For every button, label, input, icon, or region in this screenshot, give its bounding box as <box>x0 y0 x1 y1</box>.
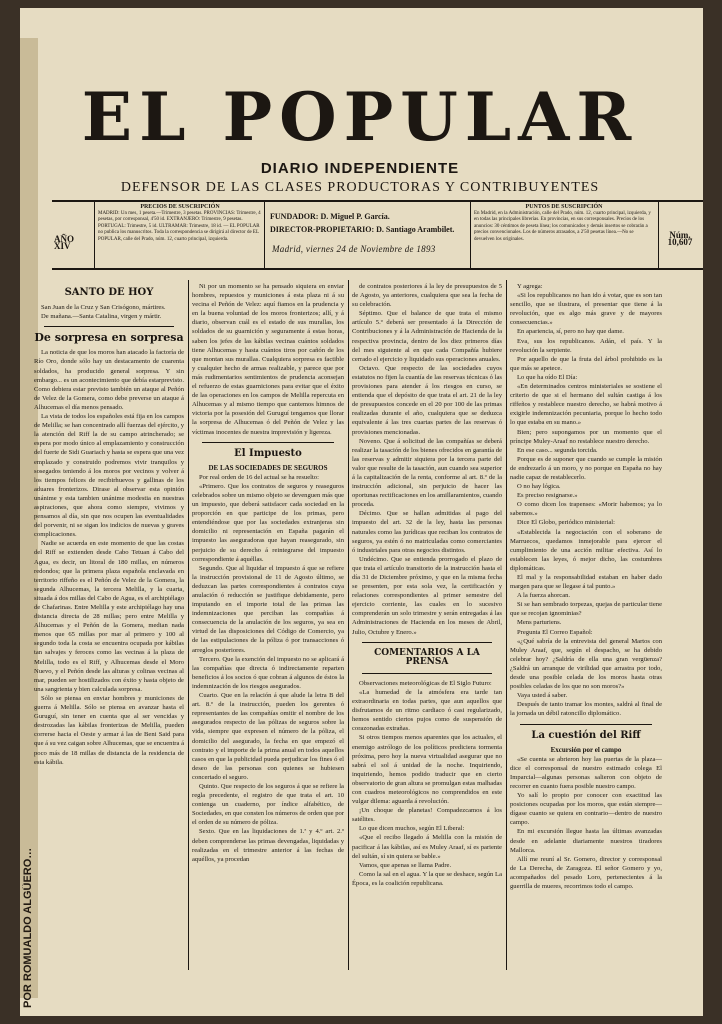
paragraph: Quinto. Que respecto de los seguros á que se refiere la regla precedente, el registro de que trata el art. 10 contenga un cuaderno, por índice alfabético, de Sociedades, en que consten los números de orden que por el orden de su número de póliza. <box>192 782 344 827</box>
paragraph: La noticia de que los moros han atacado la factoría de Río Oro, donde sólo hay un destacamento de cuarenta soldados, ha producido general sorpresa. Y sin embargo... es un acontecimiento que debía estarprevisto. Como debiera estar previsto también un ataque al Peñón de Velez de la Gomera, como debe preverse un ataque á Alhucemas el día menos pensado. <box>34 349 184 411</box>
paragraph: «La humedad de la atmósfera era tarde tan extraordinaria en todas partes, que aun aquellos que disfrutamos de un ritmo cardiaco ó casi regularizado, hemos sentido ciertos pujos como de suspensión de corazonadas extrañas. <box>352 688 502 733</box>
column-3 <box>352 282 502 972</box>
paragraph: Si se han sembrado torpezas, quejas de particular tiene que se recojan ignominias? <box>510 601 662 618</box>
santo-tomorrow: De mañana.—Santa Catalina, virgen y mártir. <box>41 313 162 321</box>
year-cell <box>52 202 92 268</box>
paragraph: Lo que ha oído El Día: <box>517 373 578 381</box>
paragraph: de contratos posteriores á la ley de presupuestos de 5 de Agosto, ya anteriores, cualquiera que sea la fecha de su celebración. <box>352 283 502 309</box>
dateline: Madrid, viernes 24 de Noviembre de 1893 <box>272 244 436 254</box>
prices-text: MADRID: Un mes, 1 peseta.—Trimestre, 3 pesetas. PROVINCIAS: Trimestre, 4 pesetas, por corresponsal, 4'50 id. EXTRANJERO: Trimestre, 9 pesetas. PORTUGAL: Trimestre, 5 id. ULTRAMAR: Trimestre, 18 id. — EL POPULAR no publica los manuscritos. Toda la correspondencia se dirigirá al director de EL POPULAR, calle del Prado, núm. 12, cuarto principal, izquierda. <box>98 210 261 242</box>
paragraph: Sólo se piensa en enviar hombres y municiones de guerra á Melilla. Sólo se piensa en avanzar hasta el Guruguí, sin tener en cuenta que al ser vencidas y destrozadas las kábilas fronterizas de Melilla, pueden correrse hacia el Oeste y armar á las de Beni Said para que á su vez caigan sobre Alhucemas, que se encuentra á poco más de 18 millas de distancia de la residencia de esta kábila. <box>34 694 184 766</box>
founder-line: FUNDADOR: D. Miguel P. García. <box>270 212 390 221</box>
paragraph: En mi excursión llegue hasta las últimas avanzadas desde en adelante diariamente nuestros tiradores Mallorca. <box>510 828 662 854</box>
paragraph: Vamos, que apenas se llama Padre. <box>359 861 452 869</box>
paragraph: Noveno. Que á solicitud de las compañías se deberá realizar la tasación de los bienes ofrecidos en garantía de las reservas y admitir siquiera por la tercera parte del valor que resulte de la tasación, aun cuando sea superior á la capitalización de la renta, conforme al art. 8.º de la instrucción adicional, sin perjuicio de hacer las oportunas rectificaciones en los amillaramientos, cuando proceda. <box>352 437 502 509</box>
paragraph: «¿Qué sabría de la entrevista del general Martos con Muley Araaf, que, según el despacho, se ha debido celebrar hoy? ¿Saldría de ella una gran vergüenza? ¿Saldrá un arranque de virilidad que arrastra por todo, desde una posible celada de los moros hasta otras posibles celadas de los que no son moros?» <box>510 637 662 691</box>
impuesto-title: El Impuesto <box>234 447 302 459</box>
paragraph: «Establecida la negociación con el soberano de Marruecos, quedamos inmejorable para ejercer el cumplimiento de una acción militar efectiva. Así lo establecen las leyes, ó mejor dicho, las costumbres diplomáticas. <box>510 528 662 572</box>
paragraph: Yo salí lo propio por conocer con exactitud las posiciones ocupadas por los moros, que están siempre—dígase cuanto se quiera en contrario—dentro de nuestro campo. <box>510 792 662 827</box>
paragraph: «En determinados centros ministeriales se sostiene el criterio de que si el hermano del sultán castiga á los riffeños y restablece nuestro derecho, se habrá motivo á exigirle indemnización pecuniaria, porque lo hecho todo lo que estaba en su mano.» <box>510 383 662 427</box>
paragraph: Segundo. Que al liquidar el impuesto á que se refiere la instrucción provisional de 11 de Agosto último, se deduzcan las partes correspondientes á contratos cuya anulación ó reducción se justifique debidamente, pero imputando en el importe total de las primas las indemnizaciones que perciban las compañías á consecuencia de la anulación de los seguros, ya sea en virtud de las disposiciones del Código de Comercio, ya de las estipulaciones de la póliza ó por transacciones ó arreglos posteriores. <box>192 564 344 654</box>
subscription-points <box>474 202 654 268</box>
paragraph: Como la sal en el agua. Y la que se deshace, según La Época, es la coalición republicana. <box>352 870 502 887</box>
paragraph: Por real orden de 16 del actual se ha resuelto: <box>199 473 319 481</box>
paragraph: Dice El Globo, periódico ministerial: <box>517 519 615 527</box>
paragraph: Y agrega: <box>517 283 543 290</box>
paragraph: A la fuerza ahorcan. <box>517 592 571 600</box>
santo-heading: SANTO DE HOY <box>64 287 154 298</box>
paragraph: «Primero. Que los contratos de seguros y reaseguros celebrados sobre un mismo objeto se devenguen más que un impuesto, que deberá satisfacer cada sociedad en la proporción en que participe de los primas, pero entendiéndose que por las sociedades extranjeras sin domicilio ni representación en España pagarán el impuesto las aseguradoras que hayan reasegurado, sin perjuicio de su derecho á reintegrarse del impuesto correspondiente á aquéllas. <box>192 482 344 563</box>
column-1 <box>34 282 184 972</box>
paragraph: O no hay lógica. <box>517 483 561 491</box>
prices-heading: PRECIOS DE SUSCRIPCIÓN <box>140 204 220 210</box>
paragraph: Décimo. Que se hallan admitidas al pago del impuesto del art. 32 de la ley, hasta las personas naturales como las jurídicas que reciban los contratos de seguros, ya estén ó no matriculadas como comerciantes ó industriales para otras negocios distintos. <box>352 510 502 554</box>
column-2 <box>192 282 344 972</box>
masthead-tagline: DEFENSOR DE LAS CLASES PRODUCTORAS Y CONTRIBUYENTES <box>120 180 600 195</box>
paragraph: El mal y la responsabilidad estaban en haber dado margen para que se llegase á tal punto.» <box>510 574 662 591</box>
column-4 <box>510 282 662 972</box>
issue-number: Núm. 10,607 <box>667 230 693 247</box>
column-rule <box>188 280 189 970</box>
paragraph: Cuarto. Que en la relación á que alude la letra B del art. 8.º de la instrucción, pueden los gerentes ó representantes de las compañías omitir el nombre de los asegurados respecto de las pólizas de seguros sobre la vida, siempre que expresen el número de la póliza, el domicilio del asegurado, la fecha en que empezó el contrato y el importe de la prima anual en todos aquellos casos en que la publicidad pueda perjudicar los fines ó el deseo de las personas con quienes se hubiesen concertado el seguro. <box>192 692 344 781</box>
subscription-prices <box>98 202 262 268</box>
riff-subtitle: Excursión por el campo <box>550 745 622 754</box>
column-rule <box>348 280 349 970</box>
paragraph: Allí me reuní al Sr. Gomero, director y corresponsal de La Derecha, de Zaragoza. El señor Gomero y yo, acompañados del pesado Loro, pertenecientes á la guerrilla de mueres, recorrimos todo el campo. <box>510 855 662 890</box>
edge-imprint: POR ROMUALDO ALGÜERO… <box>22 847 34 1008</box>
points-text: En Madrid, en la Administración, calle del Prado, núm. 12, cuarto principal, izquierda, y en todas las principales librerías. En provincias, en sus corresponsales. Precios de los anuncios: 30 céntimos de peseta línea; los comunicados y demás insertos se cobrarán a precios convencionales. Los de números atrasados, a 2'50 pesetas línea.—No se devuelven los originales. <box>474 210 651 242</box>
paragraph: Undécimo. Que se entienda prorrogado el plazo de que trata el artículo transitorio de la instrucción hasta el día 31 de Diciembre próximo, y que en la misma fecha se presenten, por esta sola vez, la certificación y relaciones correspondientes al primer semestre del ejercicio corriente, las cuales en lo sucesivo comprenderán un solo trimestre y serán entregadas á las Administraciones de Hacienda en los meses de Abril, Julio, Octubre y Enero.» <box>352 555 502 636</box>
paragraph: Séptimo. Que el balance de que trata el mismo artículo 5.º deberá ser presentado á la Dirección de Contribuciones y á la Administración de Hacienda de la respectiva provincia, dentro de los diez primeros días del mes siguiente al en que cada Compañía hubiere cerrado el ejercicio y liquidado sus operaciones anuales. <box>352 310 502 363</box>
paragraph: Si otros tiempos menos aparentes que los actuales, el enemigo astrólogo de los políticos prediciera tormenta próxima, pero hoy la nueva virtualidad asegurar que no sabrá el sol á unidad de la noche. Inquiriendo, inquiriendo, hemos podido traducir que en cierto observatorio de gran altura se promulgan estas malhadas con cuadros meteorológicos no comprendidos en este vulgar dilema: aguarda á revolución. <box>352 734 502 806</box>
paragraph: En ese caso... segunda torcida. <box>517 446 598 454</box>
paragraph: Observaciones meteorológicas de El Siglo Futuro: <box>359 679 492 687</box>
paragraph: Nadie se acuerda en este momento de que las costas del Riff se extienden desde Cabo Tetuan á Cabo del Agua, es decir, un litoral de 180 millas, en números redondos; que la primera plaza española enclavada en territorio riffeño es el Peñón de Velez de la Gomera, la segunda Alhucemas, la tercera Melilla, y la cuarta, situada á dos millas del Cabo de Agua, es el archipiélago de Chafarinas. Entre Melilla y este archipiélago hay una distancia directa de 28 millas; pero entre Melilla y Alhucemas y el Peñón de la Gomera, median nada menos que 65 millas por mar al primero y 100 al segundo toda la costa se encuentra ocupada por kábilas tan salvajes y feroces como las vecinas á la plaza de Melilla, todo es el Riff, y Alhucemas desde el Moro Nuevo, y el Peñón desde las alturas y colinas vecinas al mar, pueden ser hostilizados con éxito y hasta objeto de una sangrienta y bien calculada sorpresa. <box>34 540 184 693</box>
riff-title: La cuestión del Riff <box>531 729 641 741</box>
number-cell <box>660 202 703 268</box>
paragraph: Ni por un momento se ha pensado siquiera en enviar hombres, repuestos y municiones á esta plaza ni á su vecina el Peñón de Velez: aquí fiamos en la prudencia y en la buena voluntad de los moros fronterizos; allí, y á diario, observan cuál es el estado de sus murallas, los soldados de su guarnición y seguramente á estas horas, saben los jefes de las kábilas vecinas cuántos soldados tiene Alhucemas y hasta cuántos tiros por cañón de los que montan sus murallas. Cualquiera sorpresa es factible y cualquier hecho de armas realizable, y parece que por más rudimentarios sentimientos de prudencia aconsejan el refuerzo de estas guarniciones para evitar que el éxito de las operaciones en los campos de Melilla repercuta en Alhucemas y al mismo tiempo que cantemos himnos de victoria por la posesión del Guruguí tengamos que llorar la sorpresa de Alhucemas ó del Peñón de Velez y las víctimas inocentes de nuestra imprevisión y ligereza. <box>192 283 344 436</box>
info-band <box>52 200 703 270</box>
paragraph: «Se cuenta se abrieron hoy las puertas de la plaza—dice el corresponsal de nuestro estimado colega El Imparcial—algunas personas salieron con objeto de recorrer en cuanto fuera posible nuestro campo. <box>510 755 662 790</box>
paragraph: Octavo. Que respecto de las sociedades cuyos estatutos no fijen la cuantía de las reservas técnicas ó las provisiones para atender á los riesgos en curso, se entienda que el depósito de que trata el art. 21 de la ley de presupuestos concede en el 20 por 100 de las primas realizadas durante el año, cualquiera que se deduzca equivalente á las tres cuartas partes de las reservas ó provisiones mencionadas. <box>352 364 502 436</box>
paragraph: O como dicen los trapenses: «Morir habemos; ya lo sabemos.» <box>510 501 662 518</box>
paragraph: La vista de todos los españoles está fija en los campos de Melilla; se han concentrado allí fuerzas del ejército, y la atención del Riff la de su campo atrincherado; se espera por modo único al emplazamiento y construcción del fuerte de Sidi Guariach y hasta se espera que una vez emplazado y construido podremos vivir tranquilos y sosegados teniendo á los moros por vecinos y volver á los tiempos felices de recibirhuevos y gallinas de los aduares fronterizos. Dirase al observar esta opinión unánime y esta tambien unánime modestia en nuestras aspiraciones, que ahora como siempre, vivimos y pensamos al día, sin que nos ocupen las eventualidades del porvenir, ni se sigan los indicios de nuevas y graves complicaciones. <box>34 413 184 539</box>
paragraph: Tercero. Que la exención del impuesto no se aplicará á las compañías que directa ó indirectamente reparten beneficios á los socios ó que cobran á algunos de éstos la indemnización de los riesgos asegurados. <box>192 655 344 690</box>
staff-and-date <box>266 202 468 268</box>
paragraph: Lo que dicen muchos, según El Liberal: <box>359 825 465 833</box>
santo-text: San Juan de la Cruz y San Crisógono, mártires. <box>41 304 166 312</box>
paragraph: Después de tanto tramar los montes, saldrá al final de la jornada un débil ratoncillo diplomático. <box>510 701 662 718</box>
paragraph: Por aquello de que la fruta del árbol prohibido es la que más se apetece. <box>510 355 662 372</box>
paragraph: «Si los republicanos no han ido á votar, que es son tan sencillo, que se ilustrara, el presentar que tiene á la revolución, que es algo más grave y de mayores consecuencias.» <box>510 292 662 327</box>
comentarios-title: COMENTARIOS A LA PRENSA <box>374 647 480 667</box>
paragraph: ¡Un choque de planetas! Compadezcamos á los satélites. <box>352 807 502 824</box>
column-rule <box>506 280 507 970</box>
masthead-title: EL POPULAR <box>81 78 639 156</box>
paragraph: «Que el recibo llegado á Melilla con la misión de pacificar á las kábilas, así es Muley Araaf, sí es pariente del sultán, sí sin quiera se bable.» <box>352 834 502 860</box>
impuesto-subtitle: DE LAS SOCIEDADES DE SEGUROS <box>208 463 328 472</box>
paragraph: Mens parturiens. <box>517 619 562 627</box>
paragraph: Eva, sus los republicanos. Adán, el país. Y la revolución la serpiente. <box>510 337 662 354</box>
paragraph: En apariencia, sí, pero no hay que dame. <box>517 328 624 336</box>
year-label: AÑO XIV <box>54 234 74 251</box>
paragraph: Sexto. Que en las liquidaciones de 1.ª y 4.º art. 2.º deben comprenderse las primas devengadas, liquidadas y realizadas en el trimestre anterior á las fechas de aquéllos, ya procedan <box>192 828 344 863</box>
points-heading: PUNTOS DE SUSCRIPCIÓN <box>525 204 603 210</box>
paragraph: Porque es de suponer que cuando se cumple la misión de endrezarlo á un moro, y no porque en España no hay nadie capaz de restablecerlo. <box>510 455 662 481</box>
masthead-subtitle: DIARIO INDEPENDIENTE <box>260 160 460 177</box>
paragraph: Bien; pero supongamos por un momento que el príncipe Muley-Araaf no restablece nuestro derecho. <box>510 428 662 445</box>
paragraph: Pregunta El Correo Español: <box>517 628 593 636</box>
paragraph: Es preciso resignarse.» <box>517 492 578 500</box>
newspaper-page <box>20 8 703 1016</box>
director-line: DIRECTOR-PROPIETARIO: D. Santiago Arambilet. <box>270 225 455 234</box>
article-title: De sorpresa en sorpresa <box>34 331 184 345</box>
paragraph: Vaya usted á saber. <box>517 692 568 700</box>
